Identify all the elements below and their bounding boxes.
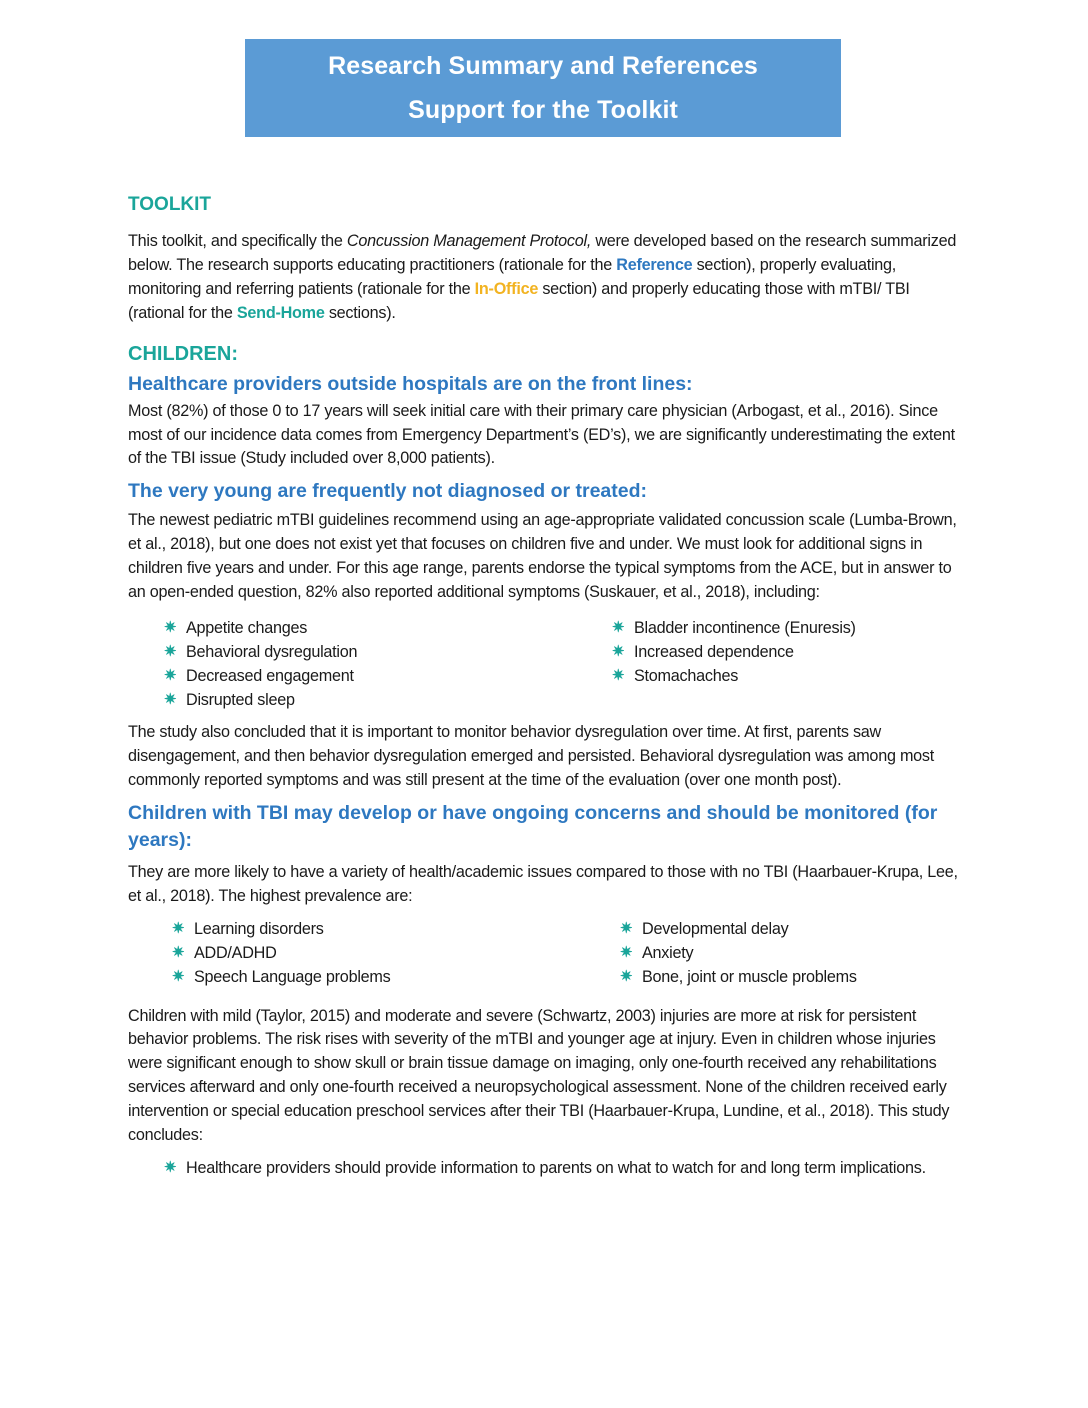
children-heading: CHILDREN: [128,342,238,365]
list-item [166,917,614,941]
asterisk-bullet-icon: ✷ [612,618,625,636]
bullet-text: Disrupted sleep [186,690,295,709]
section-after-very-young: The study also concluded that it is important to monitor behavior dysregulation over time. At first, parents saw disengagement, and then behavior dysregulation emerged and persisted. Behavioral dysregulation was among most commonly reported symptoms and was still present at the time of the evaluation (over one month post). [128,722,935,789]
bullet-text: ADD/ADHD [194,943,277,962]
bullet-text: Appetite changes [186,618,308,637]
list-item [166,965,614,989]
prevalence-bullet-list [128,917,968,989]
asterisk-bullet-icon: ✷ [620,919,633,937]
bullet-text: Behavioral dysregulation [186,642,358,661]
section-heading-ongoing-concerns: Children with TBI may develop or have ongoing concerns and should be monitored (for years): [128,801,938,851]
section-heading-very-young: The very young are frequently not diagnosed or treated: [128,480,648,503]
asterisk-bullet-icon: ✷ [612,642,625,660]
text-run: This toolkit, and specifically the [128,232,347,250]
bullet-text: Bone, joint or muscle problems [642,967,857,986]
section-body-very-young: The newest pediatric mTBI guidelines recommend using an age-appropriate validated concussion scale (Lumba-Brown, et al., 2018), but one does not exist yet that focuses on children five and under. We must look for additional signs in children five years and under. For this age range, parents endorse the typical symptoms from the ACE, but in answer to an open-ended question, 82% also reported additional symptoms (Suskauer, et al., 2018), including: [128,511,957,602]
asterisk-bullet-icon: ✷ [172,919,185,937]
list-item [614,917,857,941]
text-run: were developed based on the research summarized below. The research supports educating practitioners (rationale for the [128,232,957,274]
bullet-text: Decreased engagement [186,666,354,685]
bullet-text: Developmental delay [642,919,789,938]
asterisk-bullet-icon: ✷ [620,943,633,961]
document-title-banner [245,39,841,137]
list-item [158,688,606,712]
bullet-text: Healthcare providers should provide information to parents on what to watch for and long term implications. [186,1158,926,1177]
list-item [606,616,856,640]
toolkit-heading: TOOLKIT [128,194,212,215]
list-item [158,616,606,640]
bullet-column-left [128,917,614,989]
symptom-bullet-list [128,616,968,712]
toolkit-paragraph [128,230,968,326]
asterisk-bullet-icon: ✷ [612,666,625,684]
asterisk-bullet-icon: ✷ [164,642,177,660]
text-run: section) and properly educating those with mTBI/ TBI (rational for the [128,279,910,322]
asterisk-bullet-icon: ✷ [164,618,177,636]
asterisk-bullet-icon: ✷ [164,690,177,708]
asterisk-bullet-icon: ✷ [172,967,185,985]
section-heading-front-lines: Healthcare providers outside hospitals are on the front lines: [128,372,693,395]
protocol-title-italic: Concussion Management Protocol, [346,232,592,250]
list-item [614,965,857,989]
text-run: section), properly evaluating, monitoring and referring patients (rationale for the [128,255,897,298]
list-item [166,941,614,965]
title-line-2: Support for the Toolkit [408,96,678,124]
keyword-send-home: Send-Home [236,303,325,322]
list-item [614,941,857,965]
asterisk-bullet-icon: ✷ [172,943,185,961]
bullet-text: Bladder incontinence (Enuresis) [634,618,856,637]
title-line-1: Research Summary and References [328,52,758,80]
bullet-column-left [128,616,606,712]
document-body [128,194,968,1180]
keyword-in-office: In-Office [474,279,539,298]
list-item [158,1156,968,1180]
list-item [158,664,606,688]
asterisk-bullet-icon: ✷ [164,666,177,684]
bullet-text: Stomachaches [634,666,739,685]
asterisk-bullet-icon: ✷ [164,1158,177,1176]
text-run: sections). [324,303,396,322]
bullet-text: Increased dependence [634,642,794,661]
asterisk-bullet-icon: ✷ [620,967,633,985]
list-item [606,640,856,664]
bullet-column [128,1156,968,1180]
bullet-column-right [606,616,856,712]
section-body-front-lines: Most (82%) of those 0 to 17 years will seek initial care with their primary care physician (Arbogast, et al., 2016). Since most of our incidence data comes from Emergency Department’s (ED’s), we are significantly underestimating the extent of the TBI issue (Study included over 8,000 patients). [128,401,955,468]
section-body-ongoing-concerns: They are more likely to have a variety of health/academic issues compared to those with no TBI (Haarbauer-Krupa, Lee, et al., 2018). The highest prevalence are: [128,862,958,905]
bullet-text: Anxiety [642,943,694,962]
bullet-column-right [614,917,857,989]
bullet-text: Speech Language problems [194,967,391,986]
keyword-reference: Reference [616,255,693,274]
conclusion-bullet-list [128,1156,968,1180]
list-item [158,640,606,664]
list-item [606,664,856,688]
section-after-ongoing-concerns: Children with mild (Taylor, 2015) and moderate and severe (Schwartz, 2003) injuries are more at risk for persistent behavior problems. The risk rises with severity of the mTBI and younger age at injury. Even in children whose injuries were significant enough to show skull or brain tissue damage on imaging, only one-fourth received any rehabilitations services afterward and only one-fourth received a neuropsychological assessment. None of the children received early intervention or special education preschool services after their TBI (Haarbauer-Krupa, Lundine, et al., 2018). This study concludes: [128,1006,950,1145]
bullet-text: Learning disorders [194,919,324,938]
